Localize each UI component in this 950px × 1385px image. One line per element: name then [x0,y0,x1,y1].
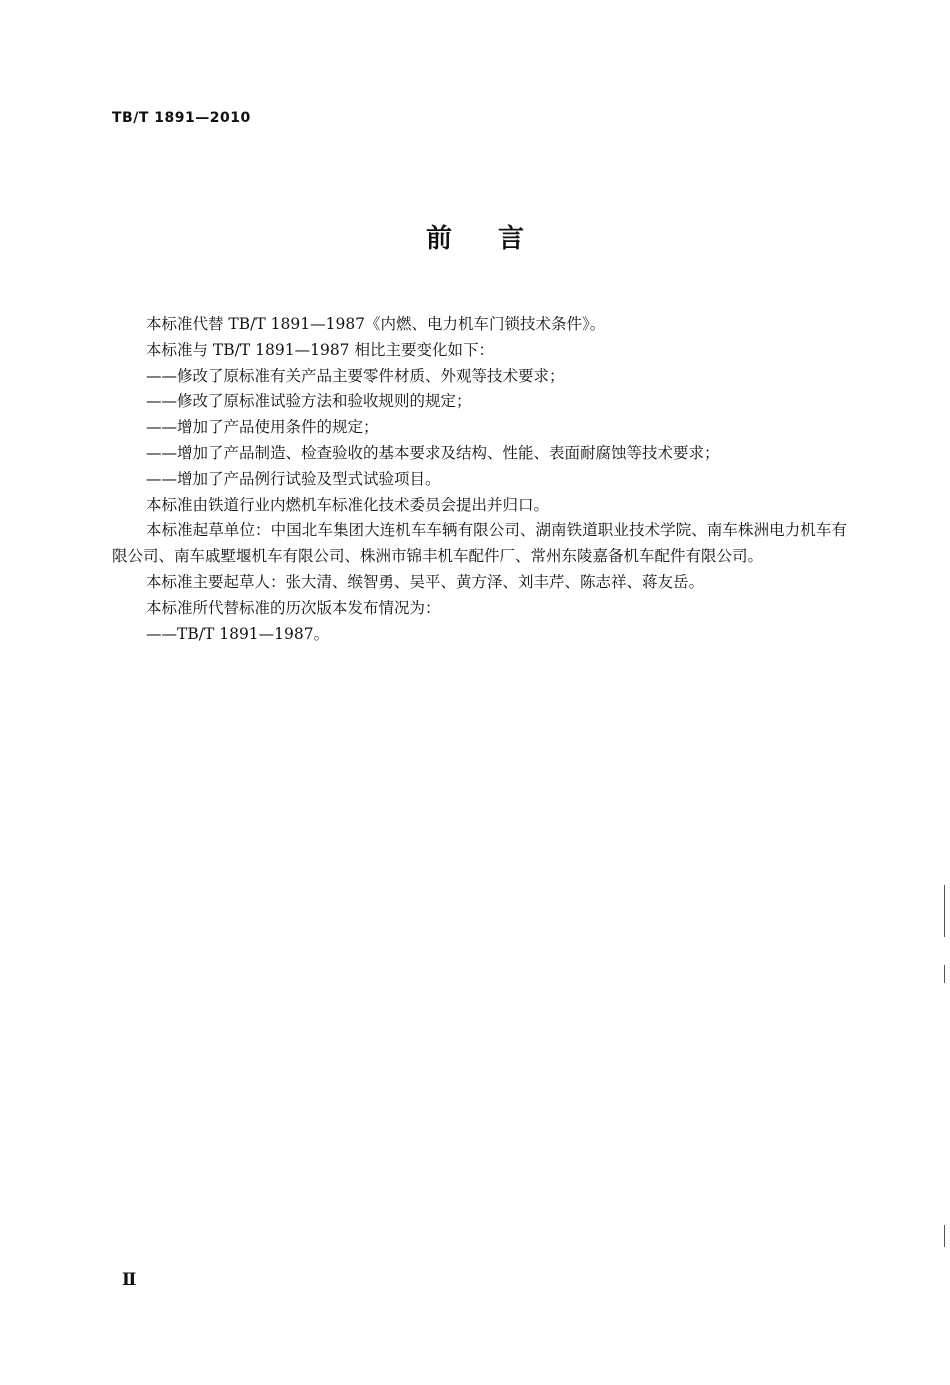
list-item: ——增加了产品例行试验及型式试验项目。 [146,469,441,488]
list-item: ——TB/T 1891—1987。 [146,624,330,643]
scan-artifact [944,965,945,983]
page-title: 前言 [425,224,570,254]
paragraph-drafting-units: 本标准起草单位：中国北车集团大连机车车辆有限公司、湖南铁道职业技术学院、南车株洲电力机车有限公司、南车戚墅堰机车有限公司、株洲市锦丰机车配件厂、常州东陵嘉备机车配件有限公司。 [112,521,847,566]
scan-artifact [944,885,945,937]
paragraph-replaces: 本标准代替 TB/T 1891—1987《内燃、电力机车门锁技术条件》。 [146,315,606,333]
standard-code: TB/T 1891—2010 [112,110,251,126]
list-item: ——修改了原标准试验方法和验收规则的规定； [146,392,472,411]
list-item: ——增加了产品使用条件的规定； [146,418,379,437]
foreword-body [112,312,847,647]
page-number: Ⅱ [122,1270,137,1290]
list-item: ——修改了原标准有关产品主要零件材质、外观等技术要求； [146,366,565,385]
paragraph-history-intro: 本标准所代替标准的历次版本发布情况为： [146,598,441,617]
paragraph-proposer: 本标准由铁道行业内燃机车标准化技术委员会提出并归口。 [146,495,550,514]
scan-artifact [944,1225,945,1247]
paragraph-drafters: 本标准主要起草人：张大清、缑智勇、吴平、黄方泽、刘丰芹、陈志祥、蒋友岳。 [146,572,705,591]
paragraph-changes-intro: 本标准与 TB/T 1891—1987 相比主要变化如下： [146,340,494,359]
list-item: ——增加了产品制造、检查验收的基本要求及结构、性能、表面耐腐蚀等技术要求； [146,443,720,462]
